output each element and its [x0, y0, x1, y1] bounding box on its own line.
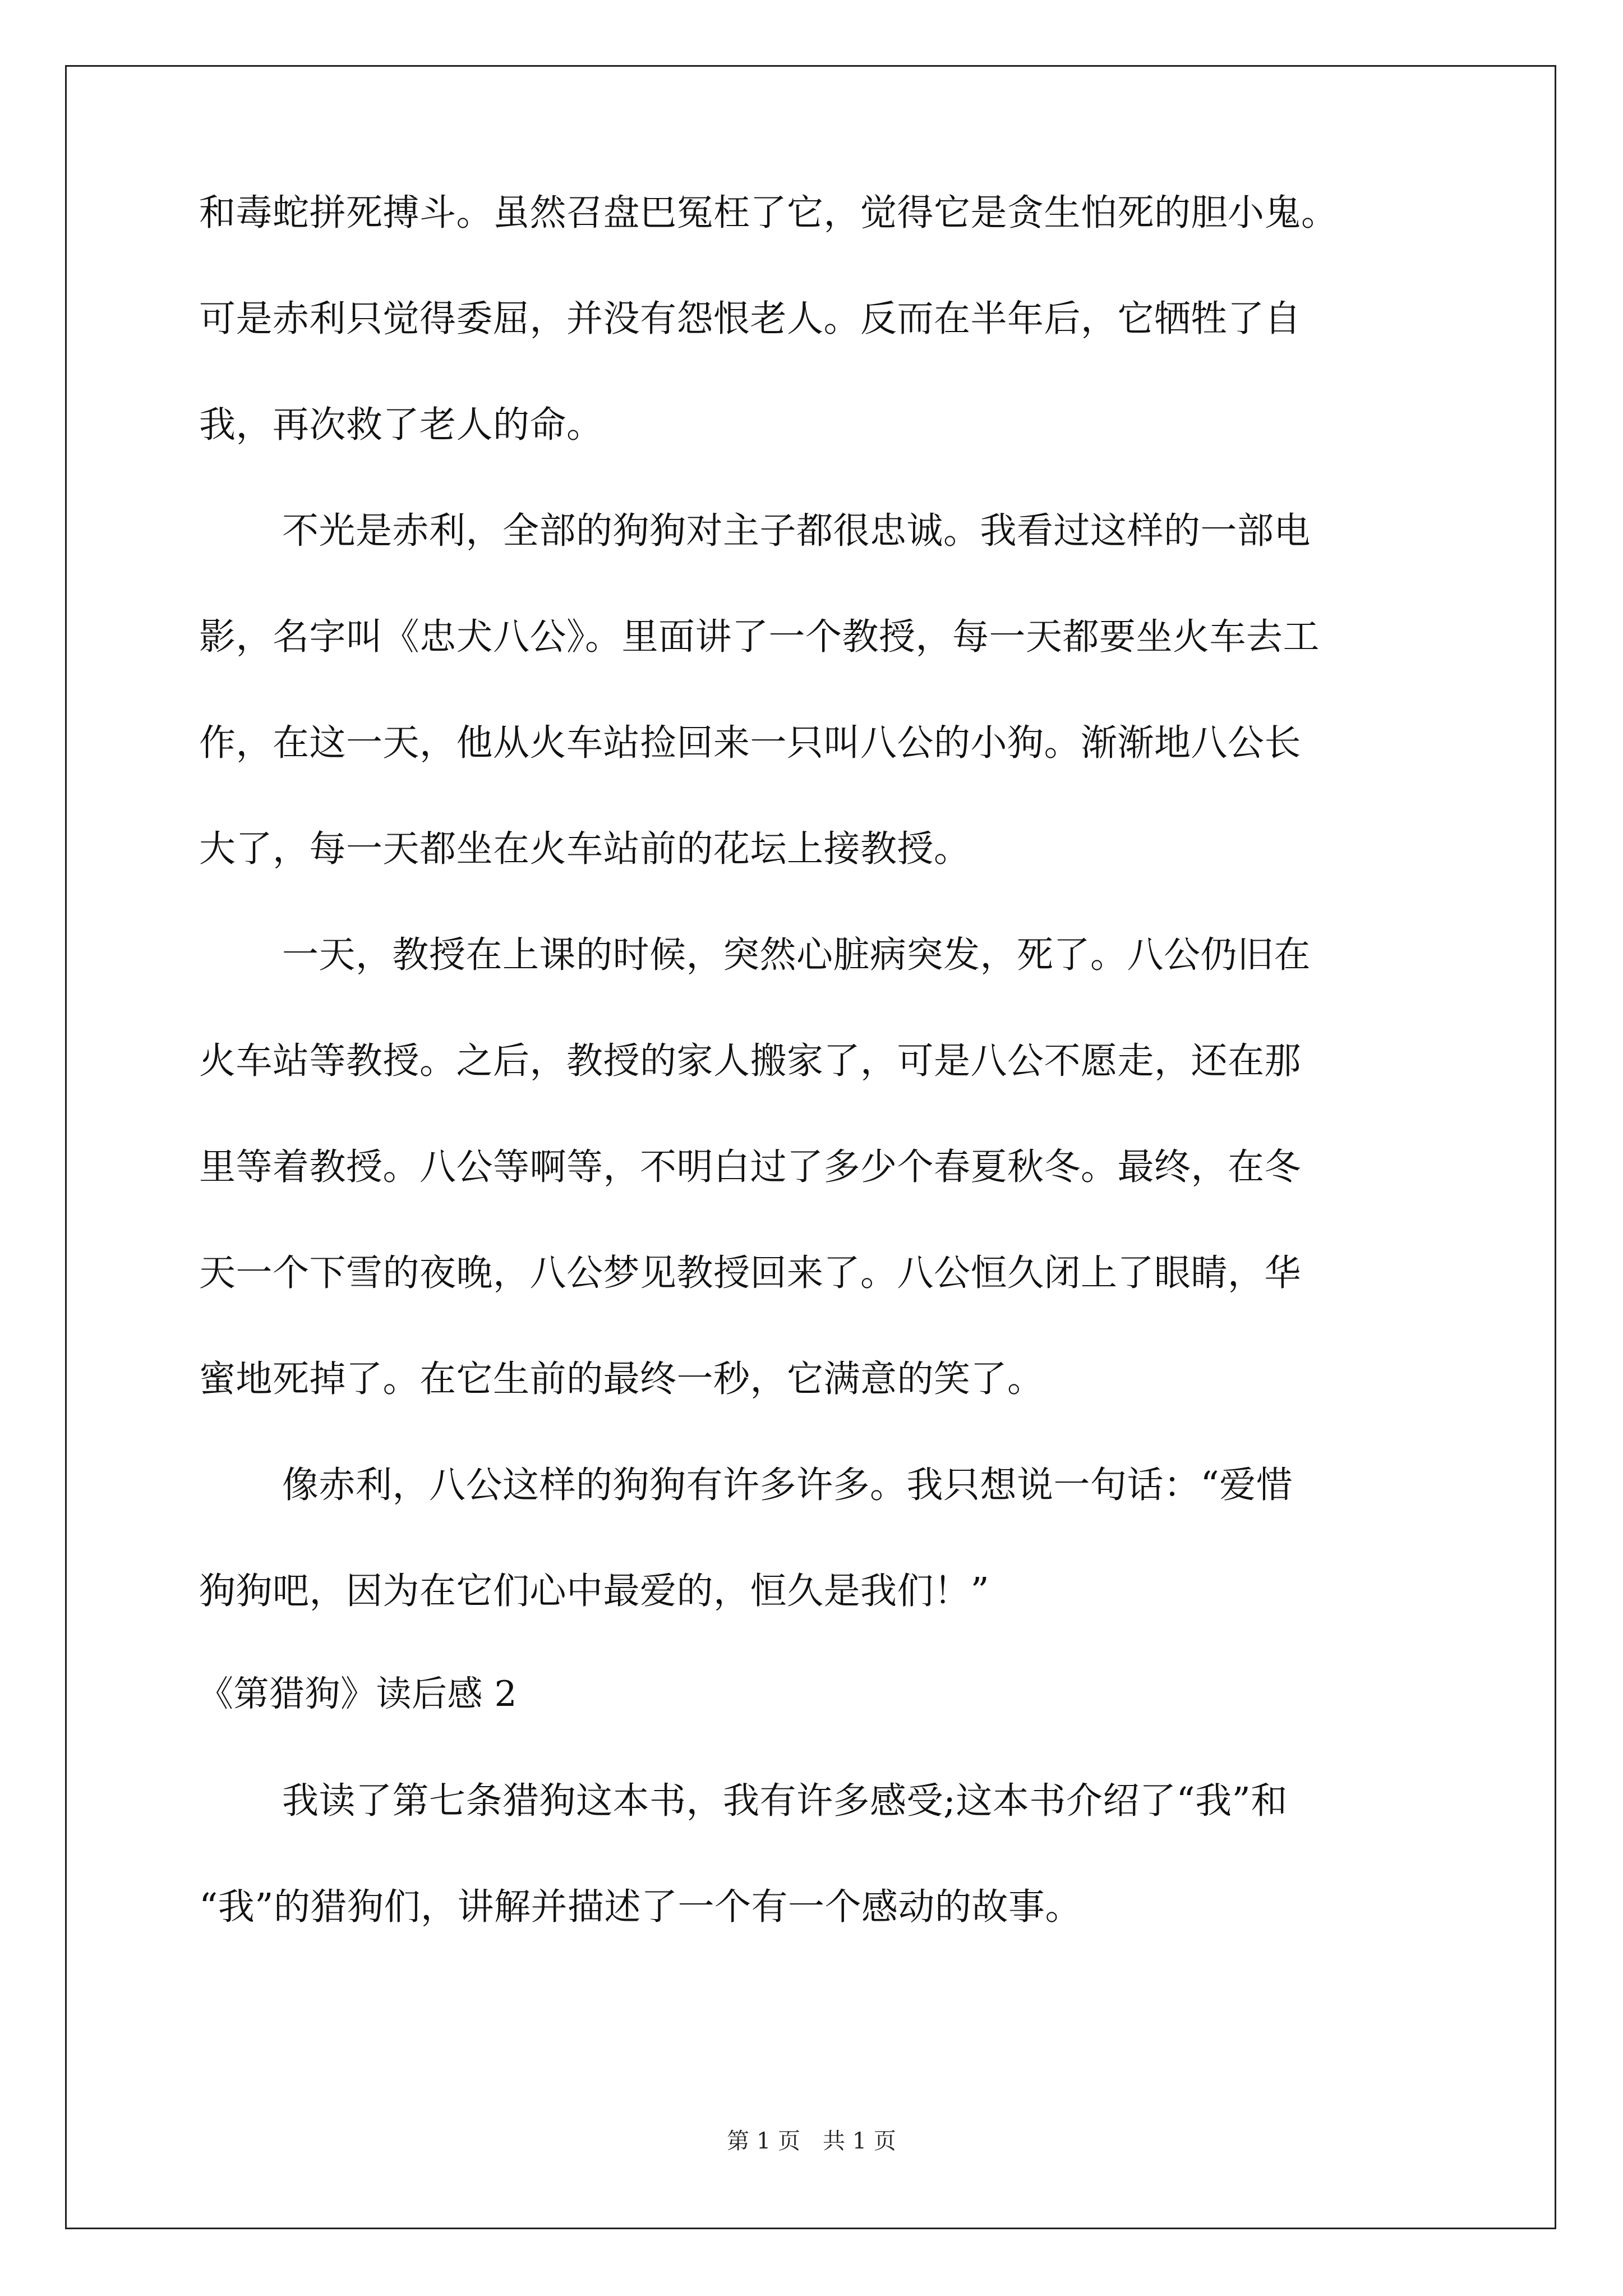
text-line: 我，再次救了老人的命。: [199, 404, 603, 446]
text-line: 火车站等教授。之后，教授的家人搬家了，可是八公不愿走，还在那: [199, 1040, 1302, 1082]
text-line: 蜜地死掉了。在它生前的最终一秒，它满意的笑了。: [199, 1358, 1044, 1400]
page-number-footer: 第 1 页 共 1 页: [727, 2128, 896, 2154]
paragraph-first-line: 一天，教授在上课的时候，突然心脏病突发，死了。八公仍旧在: [282, 934, 1311, 976]
text-line: “我”的猎狗们，讲解并描述了一个有一个感动的故事。: [199, 1886, 1082, 1928]
text-line: 天一个下雪的夜晚，八公梦见教授回来了。八公恒久闭上了眼睛，华: [199, 1252, 1302, 1294]
section-heading: 《第猎狗》读后感 2: [198, 1673, 518, 1714]
text-line: 大了，每一天都坐在火车站前的花坛上接教授。: [199, 828, 971, 870]
paragraph-first-line: 我读了第七条猎狗这本书，我有许多感受;这本书介绍了“我”和: [282, 1780, 1288, 1822]
text-line: 狗狗吧，因为在它们心中最爱的，恒久是我们！”: [199, 1570, 990, 1612]
text-line: 里等着教授。八公等啊等，不明白过了多少个春夏秋冬。最终，在冬: [199, 1146, 1302, 1188]
text-line: 可是赤利只觉得委屈，并没有怨恨老人。反而在半年后，它牺牲了自: [199, 298, 1302, 340]
text-line: 和毒蛇拼死搏斗。虽然召盘巴冤枉了它，觉得它是贪生怕死的胆小鬼。: [199, 192, 1338, 234]
paragraph-first-line: 不光是赤利，全部的狗狗对主子都很忠诚。我看过这样的一部电: [282, 510, 1311, 552]
paragraph-first-line: 像赤利，八公这样的狗狗有许多许多。我只想说一句话：“爱惜: [282, 1464, 1293, 1506]
text-line: 作，在这一天，他从火车站捡回来一只叫八公的小狗。渐渐地八公长: [199, 722, 1302, 764]
text-line: 影，名字叫《忠犬八公》。里面讲了一个教授，每一天都要坐火车去工: [199, 616, 1320, 658]
